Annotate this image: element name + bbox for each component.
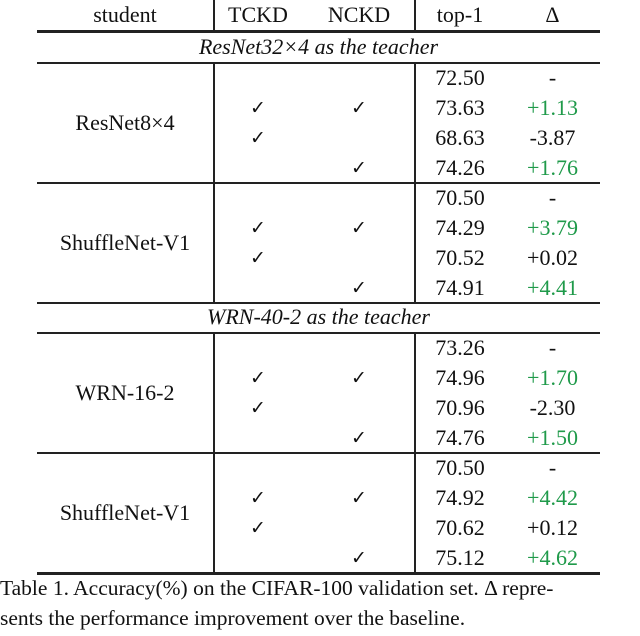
delta-value: - <box>548 335 557 360</box>
top1-value: 74.96 <box>435 365 485 390</box>
top1-value: 74.91 <box>435 275 485 300</box>
delta-value: +3.79 <box>527 215 578 240</box>
nckd-check: ✓ <box>351 157 367 179</box>
header-delta: Δ <box>545 2 560 27</box>
table-row <box>37 153 600 183</box>
student-block <box>37 453 600 573</box>
tckd-check: ✓ <box>250 487 266 509</box>
header-tckd: TCKD <box>228 2 288 27</box>
delta-value: +1.50 <box>527 425 578 450</box>
delta-value: +0.02 <box>527 245 578 270</box>
delta-value: +1.70 <box>527 365 578 390</box>
delta-value: +4.42 <box>527 485 578 510</box>
table-row <box>37 333 600 363</box>
tckd-check: ✓ <box>250 127 266 149</box>
top1-value: 74.29 <box>435 215 485 240</box>
header-top1: top-1 <box>436 2 484 27</box>
table-caption <box>0 573 640 633</box>
delta-value: +0.12 <box>527 515 578 540</box>
table-row <box>37 423 600 453</box>
delta-value: - <box>548 455 557 480</box>
table-row <box>37 513 600 543</box>
table-row <box>37 63 600 93</box>
tckd-check: ✓ <box>250 97 266 119</box>
table-row <box>37 273 600 303</box>
table-row <box>37 243 600 273</box>
header-divider-2 <box>414 0 416 30</box>
section-title: ResNet32×4 as the teacher <box>198 34 439 59</box>
delta-value: +4.62 <box>527 545 578 570</box>
nckd-check: ✓ <box>351 277 367 299</box>
tckd-check: ✓ <box>250 367 266 389</box>
header-divider-1 <box>213 0 215 30</box>
table-row <box>37 393 600 423</box>
top1-value: 74.26 <box>435 155 485 180</box>
student-block <box>37 333 600 453</box>
header-student: student <box>93 2 157 27</box>
top1-value: 68.63 <box>435 125 485 150</box>
student-name: ResNet8×4 <box>75 110 175 135</box>
delta-value: +1.76 <box>527 155 578 180</box>
top1-value: 74.76 <box>435 425 485 450</box>
delta-value: +1.13 <box>527 95 578 120</box>
tckd-check: ✓ <box>250 397 266 419</box>
section-title: WRN-40-2 as the teacher <box>207 304 430 329</box>
top1-value: 74.92 <box>435 485 485 510</box>
nckd-check: ✓ <box>351 427 367 449</box>
delta-value: - <box>548 65 557 90</box>
delta-value: +4.41 <box>527 275 578 300</box>
header-row <box>37 0 600 30</box>
nckd-check: ✓ <box>351 217 367 239</box>
delta-value: -3.87 <box>529 125 576 150</box>
top1-value: 75.12 <box>435 545 485 570</box>
caption-line-2: sents the performance improvement over the baseline. <box>0 606 466 630</box>
top1-value: 73.26 <box>435 335 485 360</box>
student-name: WRN-16-2 <box>75 380 175 405</box>
student-name: ShuffleNet-V1 <box>59 230 191 255</box>
table-row <box>37 483 600 513</box>
top1-value: 73.63 <box>435 95 485 120</box>
top1-value: 70.52 <box>435 245 485 270</box>
tckd-check: ✓ <box>250 217 266 239</box>
table-row <box>37 453 600 483</box>
nckd-check: ✓ <box>351 547 367 569</box>
nckd-check: ✓ <box>351 487 367 509</box>
top1-value: 70.50 <box>435 455 485 480</box>
delta-value: - <box>548 185 557 210</box>
top1-value: 70.50 <box>435 185 485 210</box>
table-row <box>37 213 600 243</box>
caption-line-1: Table 1. Accuracy(%) on the CIFAR-100 validation set. Δ repre- <box>0 576 554 600</box>
table-row <box>37 543 600 573</box>
student-block <box>37 63 600 183</box>
student-block <box>37 183 600 303</box>
student-name: ShuffleNet-V1 <box>59 500 191 525</box>
header-nckd: NCKD <box>327 2 391 27</box>
nckd-check: ✓ <box>351 97 367 119</box>
tckd-check: ✓ <box>250 247 266 269</box>
nckd-check: ✓ <box>351 367 367 389</box>
table-row <box>37 363 600 393</box>
top1-value: 72.50 <box>435 65 485 90</box>
table-row <box>37 93 600 123</box>
tckd-check: ✓ <box>250 517 266 539</box>
top1-value: 70.96 <box>435 395 485 420</box>
delta-value: -2.30 <box>529 395 576 420</box>
top1-value: 70.62 <box>435 515 485 540</box>
table-row <box>37 183 600 213</box>
table-row <box>37 123 600 153</box>
